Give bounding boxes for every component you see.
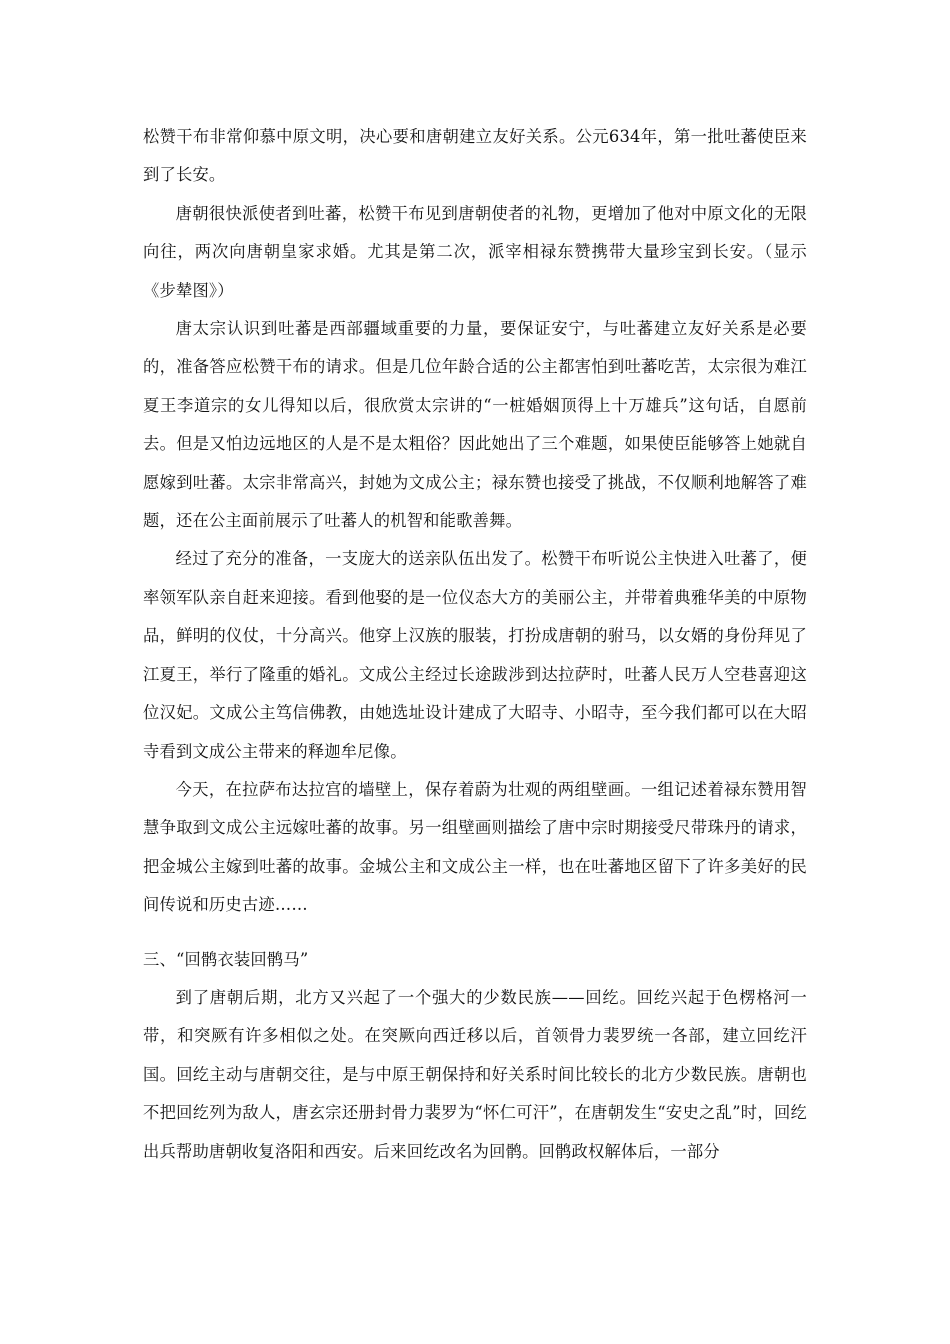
paragraph-wedding: 经过了充分的准备，一支庞大的送亲队伍出发了。松赞干布听说公主快进入吐蕃了，便率领军队亲自赶来迎接。看到他娶的是一位仪态大方的美丽公主，并带着典雅华美的中原物品，鲜明的仪仗，十分高兴。他穿上汉族的服装，打扮成唐朝的驸马，以女婿的身份拜见了江夏王，举行了隆重的婚礼。文成公主经过长途跋涉到达拉萨时，吐蕃人民万人空巷喜迎这位汉妃。文成公主笃信佛教，由她选址设计建成了大昭寺、小昭寺，至今我们都可以在大昭寺看到文成公主带来的释迦牟尼像。 <box>143 549 807 761</box>
paragraph-marriage-request: 唐朝很快派使者到吐蕃，松赞干布见到唐朝使者的礼物，更增加了他对中原文化的无限向往，两次向唐朝皇家求婚。尤其是第二次，派宰相禄东赞携带大量珍宝到长安。（显示《步辇图》） <box>143 203 807 300</box>
paragraph-murals: 今天，在拉萨布达拉宫的墙壁上，保存着蔚为壮观的两组壁画。一组记述着禄东赞用智慧争取到文成公主远嫁吐蕃的故事。另一组壁画则描绘了唐中宗时期接受尺带珠丹的请求，把金城公主嫁到吐蕃的故事。金城公主和文成公主一样，也在吐蕃地区留下了许多美好的民间传说和历史古迹…… <box>143 779 807 915</box>
document-page <box>143 118 807 1171</box>
section-heading: 三、“回鹘衣装回鹘马” <box>143 949 309 969</box>
paragraph-taizong: 唐太宗认识到吐蕃是西部疆域重要的力量，要保证安宁，与吐蕃建立友好关系是必要的，准备答应松赞干布的请求。但是几位年龄合适的公主都害怕到吐蕃吃苦，太宗很为难江夏王李道宗的女儿得知以后，很欣赏太宗讲的“一桩婚姻顶得上十万雄兵”这句话，自愿前去。但是又怕边远地区的人是不是太粗俗？因此她出了三个难题，如果使臣能够答上她就自愿嫁到吐蕃。太宗非常高兴，封她为文成公主；禄东赞也接受了挑战，不仅顺利地解答了难题，还在公主面前展示了吐蕃人的机智和能歌善舞。 <box>143 319 807 531</box>
paragraph-uighur: 到了唐朝后期，北方又兴起了一个强大的少数民族——回纥。回纥兴起于色楞格河一带，和突厥有许多相似之处。在突厥向西迁移以后，首领骨力裴罗统一各部，建立回纥汗国。回纥主动与唐朝交往，是与中原王朝保持和好关系时间比较长的北方少数民族。唐朝也不把回纥列为敌人，唐玄宗还册封骨力裴罗为“怀仁可汗”，在唐朝发生“安史之乱”时，回纥出兵帮助唐朝收复洛阳和西安。后来回纥改名为回鹘。回鹘政权解体后，一部分 <box>143 987 807 1161</box>
section-gap <box>143 925 807 941</box>
paragraph-continuation: 松赞干布非常仰慕中原文明，决心要和唐朝建立友好关系。公元634年，第一批吐蕃使臣来到了长安。 <box>143 127 807 185</box>
